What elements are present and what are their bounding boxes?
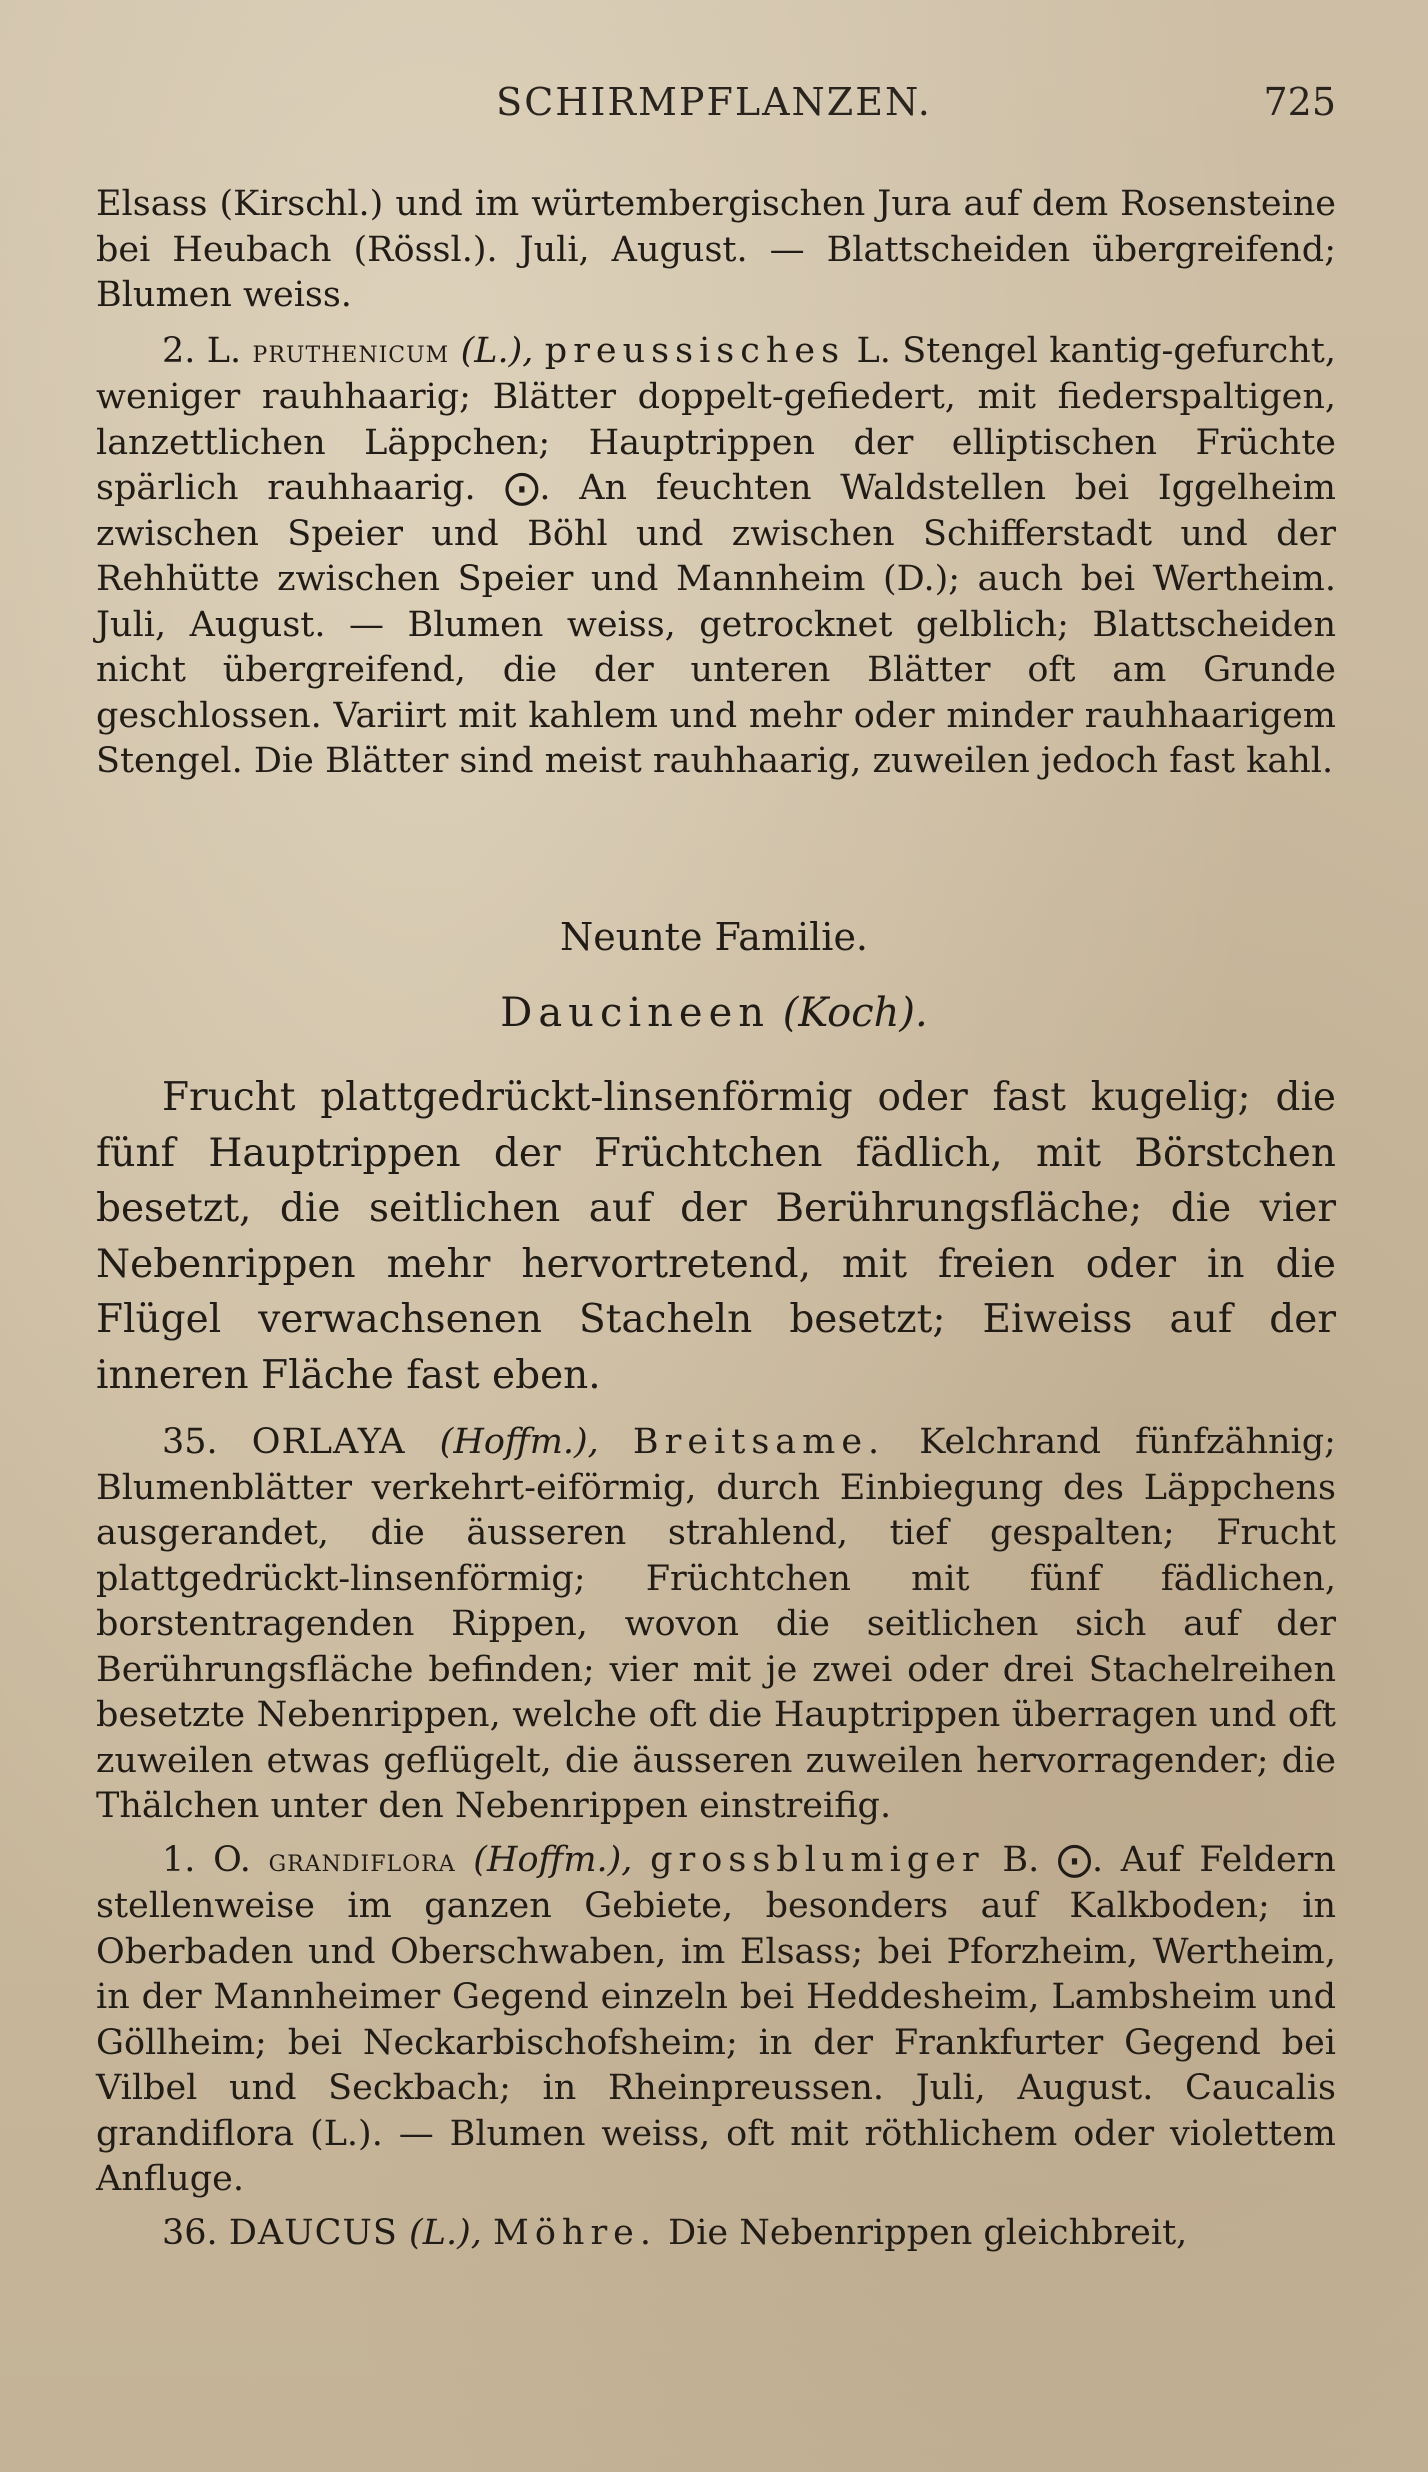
species-entry-pruthenicum [96,329,1336,785]
species-description: L. Stengel kantig-gefurcht, weniger rauhhaarig; Blätter doppelt-gefiedert, mit fiederspaltigen, lanzettlichen Läppchen; Hauptrippen der elliptischen Früchte spärlich rauhhaarig. ⨀. An feuchten Waldstellen bei Iggelheim zwischen Speier und Böhl und zwischen Schifferstadt und der Rehhütte zwischen Speier und Mannheim (D.); auch bei Wertheim. Juli, August. — Blumen weiss, getrocknet gelblich; Blattscheiden nicht übergreifend, die der unteren Blätter oft am Grunde geschlossen. Variirt mit kahlem und mehr oder minder rauhhaarigem Stengel. Die Blätter sind meist rauhhaarig, zuweilen jedoch fast kahl. [96,330,1336,781]
family-description-text: Frucht plattgedrückt-linsenförmig oder fast kugelig; die fünf Hauptrippen der Früchtchen fädlich, mit Börstchen besetzt, die seitlichen auf der Berührungsfläche; die vier Nebenrippen mehr hervortretend, mit freien oder in die Flügel verwachsenen Stacheln besetzt; Eiweiss auf der inneren Fläche fast eben. [96,1075,1336,1398]
family-name-line [0,990,1428,1036]
genus-author: (L.), [409,2212,482,2253]
species-description: B. ⨀. Auf Feldern stellenweise im ganzen Gebiete, besonders auf Kalkboden; in Oberbaden und Oberschwaben, im Elsass; bei Pforzheim, Wertheim, in der Mannheimer Gegend einzeln bei Heddesheim, Lambsheim und Göllheim; bei Neckarbischofsheim; in der Frankfurter Gegend bei Vilbel und Seckbach; in Rheinpreussen. Juli, August. Caucalis grandiflora (L.). — Blumen weiss, oft mit röthlichem oder violettem Anfluge. [96,1839,1336,2199]
text-block-genera [96,1420,1336,2256]
genus-common-name: Möhre. [493,2212,658,2253]
genus-description: Kelchrand fünfzähnig; Blumenblätter verkehrt-eiförmig, durch Einbiegung des Läppchens ausgerandet, die äusseren strahlend, tief gespalten; Frucht plattgedrückt-linsenförmig; Früchtchen mit fünf fädlichen, borstentragenden Rippen, wovon die seitlichen sich auf der Berührungsfläche befinden; vier mit je zwei oder drei Stachelreihen besetzte Nebenrippen, welche oft die Hauptrippen überragen und oft zuweilen etwas geflügelt, die äusseren zuweilen hervorragender; die Thälchen unter den Nebenrippen einstreifig. [96,1422,1336,1826]
page-number: 725 [1263,80,1336,124]
species-number: 1. O. [162,1839,251,1880]
running-head: SCHIRMPFLANZEN. [496,80,932,124]
genus-entry-daucus [96,2211,1336,2257]
species-author: (Hoffm.), [473,1839,633,1880]
genus-entry-orlaya [96,1420,1336,1830]
species-name: pruthenicum [252,333,450,370]
species-name: grandiflora [268,1842,456,1879]
family-name: Daucineen [500,990,771,1036]
species-entry-grandiflora [96,1838,1336,2203]
family-description [96,1070,1336,1403]
genus-name: DAUCUS [228,2212,398,2253]
paragraph-continuation: Elsass (Kirschl.) und im würtembergischen Jura auf dem Rosensteine bei Heubach (Rössl.). Juli, August. — Blattscheiden übergreifend; Blumen weiss. [96,184,1336,315]
genus-number: 35. [162,1422,218,1462]
species-author: (L.), [460,330,534,371]
page-header [0,80,1428,140]
species-number: 2. L. [162,330,242,371]
genus-number: 36. [162,2212,218,2253]
species-common-name: preussisches [544,330,846,371]
family-heading: Neunte Familie. [559,915,869,959]
family-author: (Koch). [782,990,928,1036]
genus-description: Die Nebenrippen gleichbreit, [668,2212,1188,2253]
genus-author: (Hoffm.), [439,1422,599,1462]
text-block-lindenblatt [96,182,1336,785]
species-common-name: grossblumiger [650,1839,985,1880]
genus-name: ORLAYA [251,1422,406,1462]
genus-common-name: Breitsame. [632,1422,886,1462]
